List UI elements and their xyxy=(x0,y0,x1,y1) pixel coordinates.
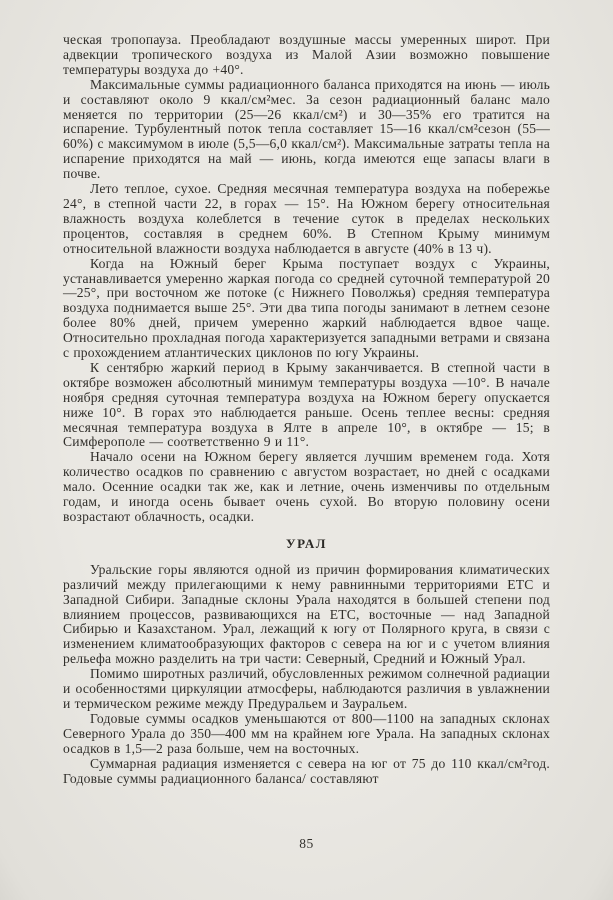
paragraph-continuation: ческая тропопауза. Преобладают воздушные массы умеренных широт. При адвекции тропического воздуха из Малой Азии возможно повышение температуры воздуха до +40°. xyxy=(63,32,550,77)
paragraph: Максимальные суммы радиационного баланса приходятся на июнь — июль и составляют около 9 ккал/см²мес. За сезон радиационный баланс мало меняется по территории (25—26 ккал/см²) и 30—35% его тратится на испарение. Турбулентный поток тепла составляет 15—16 ккал/см²сезон (55—60%) с максимумом в июле (5,5—6,0 ккал/см²). Максимальные затраты тепла на испарение приходятся на май — июнь, когда имеются еще запасы влаги в почве. xyxy=(63,76,550,182)
paragraph: Годовые суммы осадков уменьшаются от 800—1100 на западных склонах Северного Урала до 350—400 мм на крайнем юге Урала. На западных склонах осадков в 1,5—2 раза больше, чем на восточных. xyxy=(63,710,550,756)
paragraph: Когда на Южный берег Крыма поступает воздух с Украины, устанавливается умеренно жаркая погода со средней суточной температурой 20—25°, при восточном же потоке (с Нижнего Поволжья) средняя температура воздуха поднимается выше 25°. Эти два типа погоды занимают в летнем сезоне более 80% дней, причем умеренно жаркий наблюдается вдвое чаще. Относительно прохладная погода характеризуется западными ветрами и связана с прохождением атлантических циклонов по югу Украины. xyxy=(63,255,550,361)
paragraph: К сентябрю жаркий период в Крыму заканчивается. В степной части в октябре возможен абсолютный минимум температуры воздуха —10°. В начале ноября средняя суточная температура воздуха на Южном берегу опускается ниже 10°. В горах это наблюдается раньше. Осень теплее весны: средняя месячная температура воздуха в Ялте в апреле 10°, в октябре — 15; в Симферополе — соответственно 9 и 11°. xyxy=(63,359,550,450)
page-number: 85 xyxy=(299,836,314,851)
paragraph: Помимо широтных различий, обусловленных режимом солнечной радиации и особенностями циркуляции атмосферы, наблюдаются различия в увлажнении и термическом режиме между Предуральем и Зауральем. xyxy=(63,666,550,711)
paragraph: Лето теплое, сухое. Средняя месячная температура воздуха на побережье 24°, в степной части 22, в горах — 15°. На Южном берегу относительная влажность воздуха колеблется в течение суток в пределах нескольких процентов, составляя в среднем 60%. В Степном Крыму минимум относительной влажности воздуха наблюдается в августе (40% в 13 ч). xyxy=(63,181,550,256)
text-block xyxy=(63,33,550,786)
section-heading-ural: УРАЛ xyxy=(286,535,327,551)
paragraph: Суммарная радиация изменяется с севера на юг от 75 до 110 ккал/см²год. Годовые суммы радиационного баланса/ составляют xyxy=(63,755,550,786)
paragraph: Уральские горы являются одной из причин формирования климатических различий между прилегающими к нему равнинными территориями ЕТС и Западной Сибири. Западные склоны Урала находятся в большей степени под влиянием процессов, развивающихся на ЕТС, восточные — над Западной Сибирью и Казахстаном. Урал, лежащий к югу от Полярного круга, в связи с изменением климатообразующих факторов с севера на юг и с учетом влияния рельефа можно разделить на три части: Северный, Средний и Южный Урал. xyxy=(63,561,550,667)
paragraph: Начало осени на Южном берегу является лучшим временем года. Хотя количество осадков по сравнению с августом возрастает, но дней с осадками мало. Осенние осадки так же, как и летние, очень изменчивы по отдельным годам, и иногда осень бывает очень сухой. Во вторую половину осени возрастают облачность, осадки. xyxy=(63,449,550,524)
